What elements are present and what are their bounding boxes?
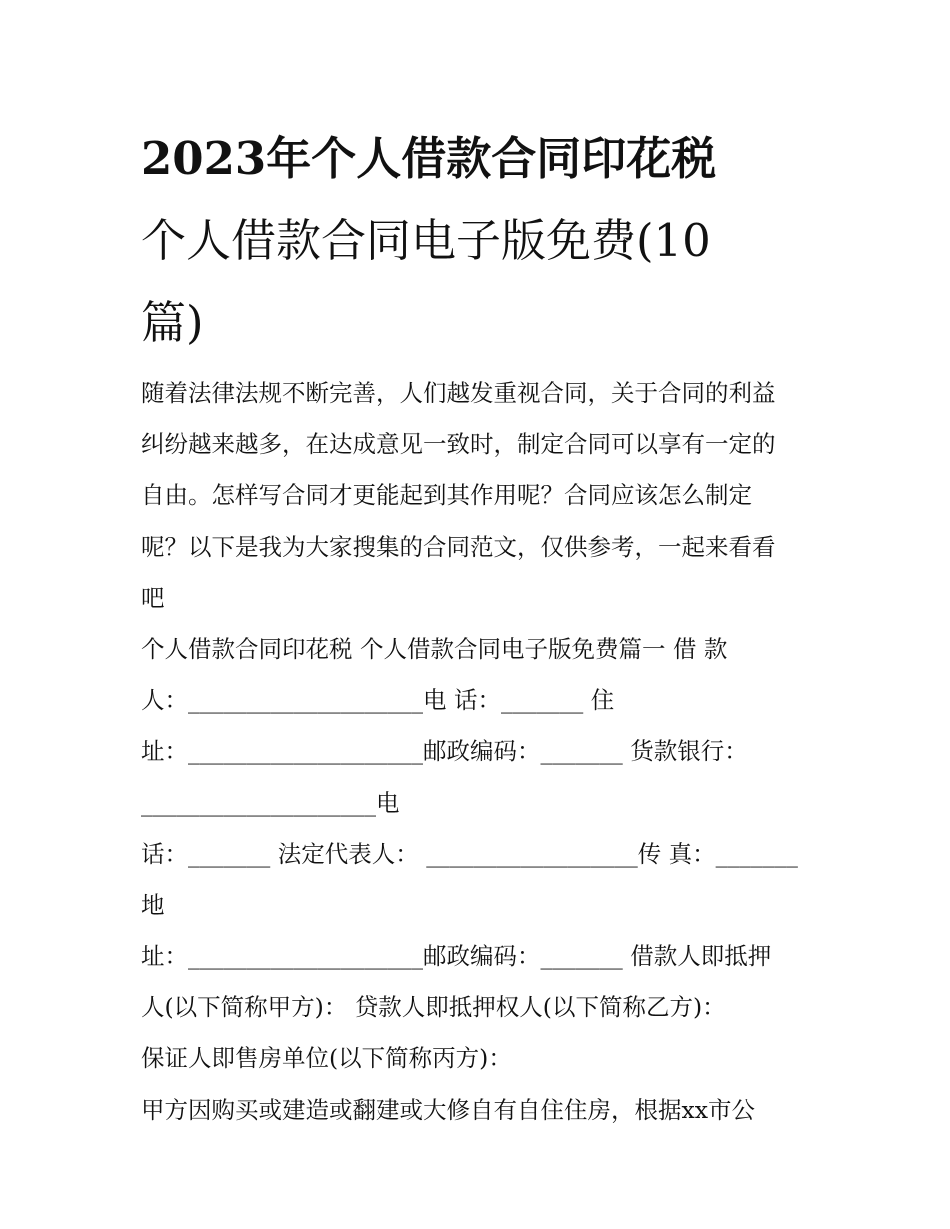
title-line-2: 个人借款合同电子版免费(10 [141, 214, 711, 267]
party-definition-line: 人(以下简称甲方)： 贷款人即抵押权人(以下简称乙方)： [141, 993, 726, 1022]
address-field-line: 址：____________________邮政编码：_______ 货款银行： [141, 737, 748, 766]
title-line-1: 2023年个人借款合同印花税 [141, 132, 717, 185]
document-page [141, 118, 821, 1136]
bank-field-line: ____________________电 [141, 788, 400, 817]
guarantor-line: 保证人即售房单位(以下简称丙方)： [141, 1044, 512, 1073]
body-line: 自由。怎样写合同才更能起到其作用呢？合同应该怎么制定 [141, 481, 752, 510]
borrower-field-line: 人：____________________电 话：_______ 住 [141, 686, 615, 715]
body-line: 呢？以下是我为大家搜集的合同范文，仅供参考，一起来看看 [141, 532, 776, 561]
address-postcode-line: 址：____________________邮政编码：_______ 借款人即抵押 [141, 942, 772, 971]
phone-representative-fax-line: 话：_______ 法定代表人： __________________传 真：_______ [141, 839, 798, 868]
body-line: 甲方因购买或建造或翻建或大修自有自住住房，根据xx市公 [141, 1095, 756, 1124]
document-body [141, 368, 821, 1136]
address-label-line: 地 [141, 890, 165, 919]
body-line: 随着法律法规不断完善，人们越发重视合同，关于合同的利益 [141, 379, 776, 407]
body-line: 纠纷越来越多，在达成意见一致时，制定合同可以享有一定的 [141, 430, 776, 459]
title-line-3: 篇) [141, 296, 204, 349]
section-heading-line: 个人借款合同印花税 个人借款合同电子版免费篇一 借 款 [141, 634, 728, 663]
document-title [141, 118, 821, 364]
body-line: 吧 [141, 583, 165, 612]
